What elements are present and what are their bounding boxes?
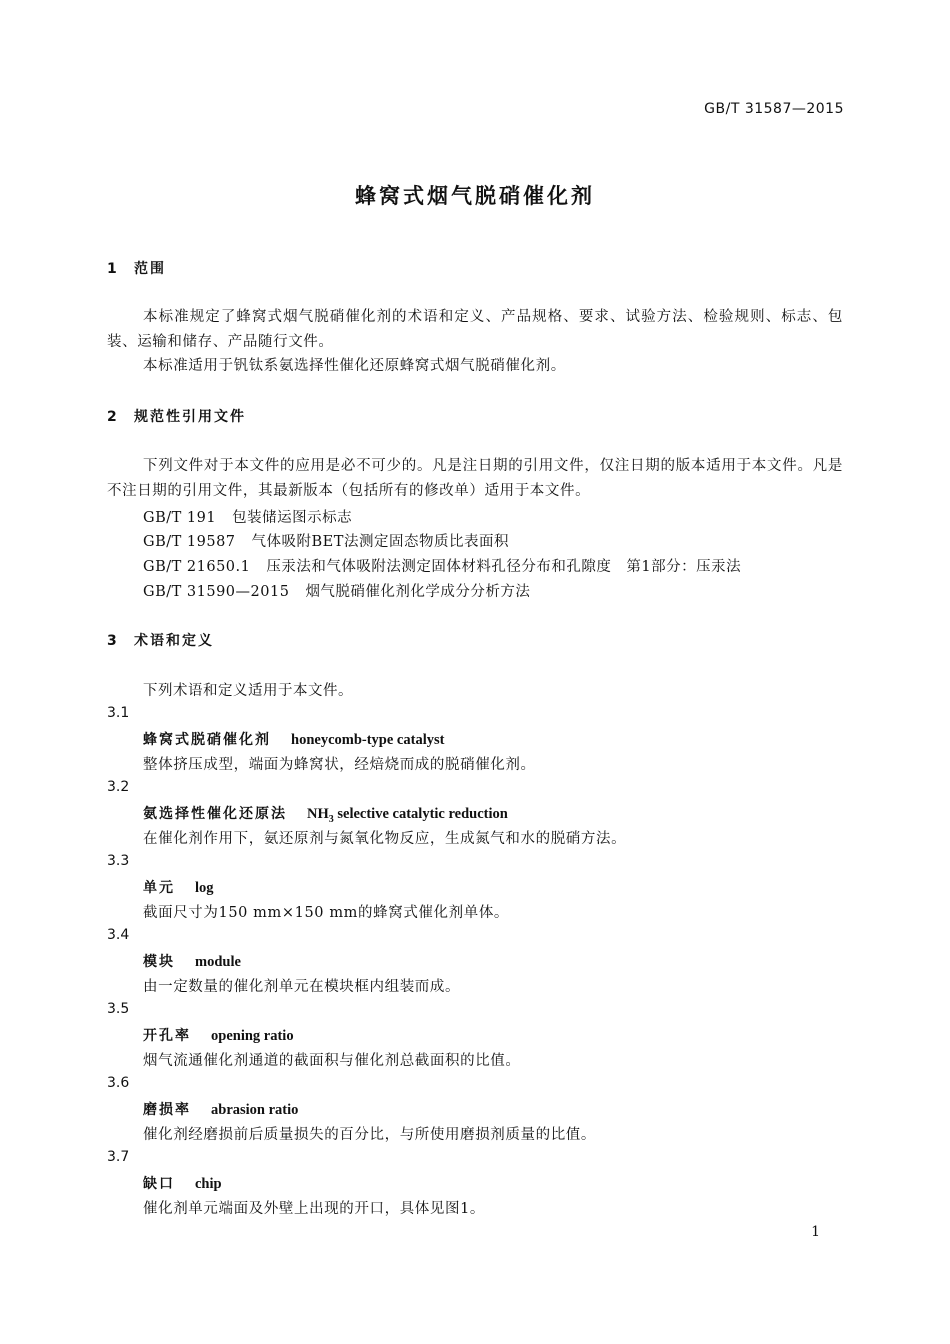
- reference-item: [143, 530, 509, 551]
- standard-number: GB/T 31587—2015: [704, 101, 844, 117]
- term-number: 3.1: [107, 705, 130, 721]
- section-3-heading: [107, 630, 214, 650]
- reference-code: GB/T 21650.1: [143, 559, 251, 575]
- section-1-paragraph-2: 本标准适用于钒钛系氨选择性催化还原蜂窝式烟气脱硝催化剂。: [143, 358, 566, 374]
- section-label: 范围: [134, 261, 166, 277]
- term-heading: [143, 877, 214, 897]
- term-english: log: [195, 880, 214, 896]
- reference-code: GB/T 19587: [143, 534, 236, 550]
- reference-item: [143, 580, 530, 601]
- section-number: 2: [107, 409, 117, 425]
- term-chinese: 模块: [143, 954, 175, 970]
- term-definition: 烟气流通催化剂通道的截面积与催化剂总截面积的比值。: [143, 1053, 521, 1069]
- reference-title: 压汞法和气体吸附法测定固体材料孔径分布和孔隙度 第1部分：压汞法: [266, 559, 742, 575]
- section-1-paragraph-1: 本标准规定了蜂窝式烟气脱硝催化剂的术语和定义、产品规格、要求、试验方法、检验规则、标志、包装、运输和储存、产品随行文件。: [107, 309, 843, 350]
- reference-title: 包装储运图示标志: [232, 510, 353, 526]
- term-heading: [143, 951, 241, 971]
- section-number: 3: [107, 633, 117, 649]
- section-label: 术语和定义: [134, 633, 214, 649]
- term-heading: [143, 729, 444, 749]
- term-chinese: 单元: [143, 880, 175, 896]
- term-definition: 催化剂单元端面及外壁上出现的开口，具体见图1。: [143, 1201, 486, 1217]
- term-number: 3.7: [107, 1149, 130, 1165]
- term-english: $NH_3$ selective catalytic reduction: [307, 806, 508, 825]
- term-definition: 整体挤压成型，端面为蜂窝状，经焙烧而成的脱硝催化剂。: [143, 757, 536, 773]
- term-number: 3.4: [107, 927, 130, 943]
- section-number: 1: [107, 261, 117, 277]
- term-number: 3.6: [107, 1075, 130, 1091]
- term-definition: 由一定数量的催化剂单元在模块框内组装而成。: [143, 979, 461, 995]
- term-chinese: 开孔率: [143, 1028, 191, 1044]
- term-heading: [143, 1099, 298, 1119]
- reference-title: 烟气脱硝催化剂化学成分分析方法: [305, 584, 531, 600]
- section-3-intro: 下列术语和定义适用于本文件。: [143, 683, 353, 699]
- term-heading: [143, 803, 508, 825]
- term-chinese: 氨选择性催化还原法: [143, 806, 287, 822]
- term-definition: 催化剂经磨损前后质量损失的百分比，与所使用磨损剂质量的比值。: [143, 1127, 596, 1143]
- page-number: 1: [811, 1224, 820, 1240]
- section-2-heading: [107, 406, 246, 426]
- term-english: chip: [195, 1176, 222, 1192]
- term-heading: [143, 1025, 294, 1045]
- term-english: opening ratio: [211, 1028, 294, 1044]
- term-english: abrasion ratio: [211, 1102, 299, 1118]
- reference-title: 气体吸附BET法测定固态物质比表面积: [251, 534, 509, 550]
- reference-item: [143, 555, 741, 576]
- term-definition: 截面尺寸为150 mm×150 mm的蜂窝式催化剂单体。: [143, 905, 510, 921]
- section-label: 规范性引用文件: [134, 409, 246, 425]
- term-heading: [143, 1173, 222, 1193]
- reference-code: GB/T 191: [143, 510, 217, 526]
- document-title: 蜂窝式烟气脱硝催化剂: [355, 184, 595, 208]
- term-chinese: 蜂窝式脱硝催化剂: [143, 732, 271, 748]
- reference-code: GB/T 31590—2015: [143, 584, 290, 600]
- section-1-heading: [107, 258, 166, 278]
- term-definition: 在催化剂作用下，氨还原剂与氮氧化物反应，生成氮气和水的脱硝方法。: [143, 831, 627, 847]
- term-number: 3.3: [107, 853, 130, 869]
- term-english: honeycomb-type catalyst: [291, 732, 445, 748]
- reference-item: [143, 506, 352, 527]
- term-english: module: [195, 954, 241, 970]
- section-2-paragraph-1: 下列文件对于本文件的应用是必不可少的。凡是注日期的引用文件，仅注日期的版本适用于本文件。凡是不注日期的引用文件，其最新版本（包括所有的修改单）适用于本文件。: [107, 458, 843, 499]
- term-number: 3.5: [107, 1001, 130, 1017]
- term-chinese: 磨损率: [143, 1102, 191, 1118]
- term-number: 3.2: [107, 779, 130, 795]
- term-chinese: 缺口: [143, 1176, 175, 1192]
